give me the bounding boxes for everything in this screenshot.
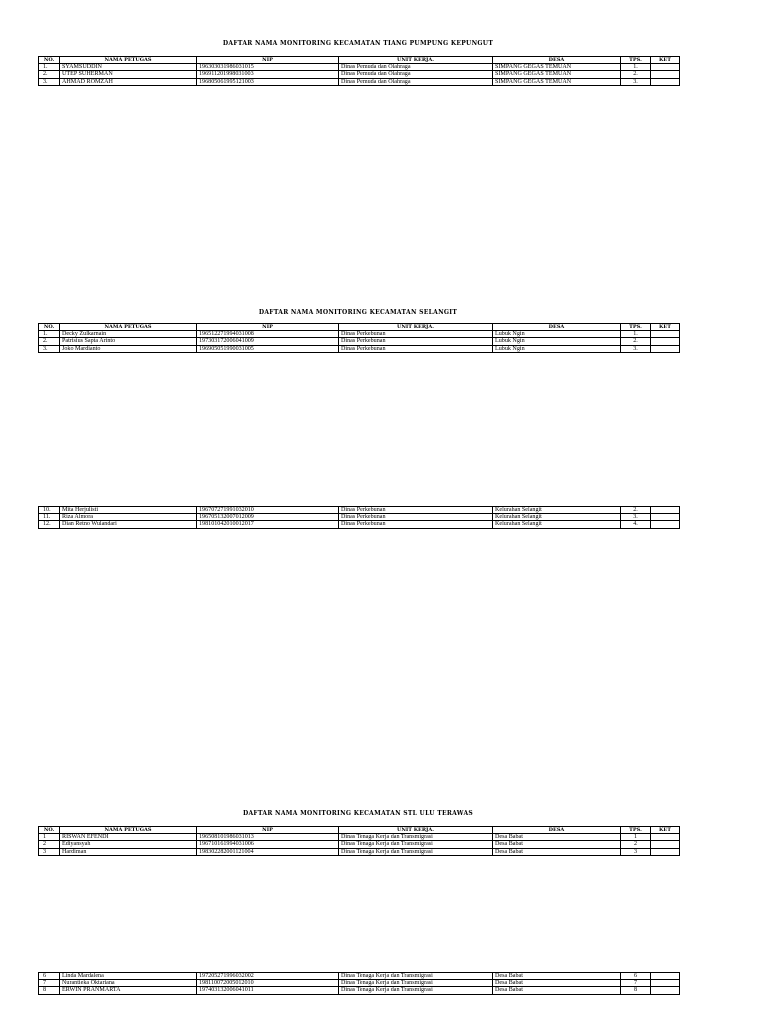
cell-no: 3. xyxy=(39,345,60,352)
cell-nama-petugas: UTEP SUHERMAN xyxy=(60,71,197,78)
cell-desa: Desa Babat xyxy=(493,987,621,994)
cell-ket xyxy=(651,514,680,521)
header-nip: NIP xyxy=(197,324,339,331)
cell-tps: 1 xyxy=(621,834,651,841)
cell-tps: 3 xyxy=(621,848,651,855)
cell-ket xyxy=(651,848,680,855)
header-nama-petugas: NAMA PETUGAS xyxy=(60,57,197,64)
cell-desa: SIMPANG GEGAS TEMUAN xyxy=(493,71,621,78)
cell-tps: 2. xyxy=(621,338,651,345)
cell-nama-petugas: RISWAN EFENDI xyxy=(60,834,197,841)
header-ket: KET xyxy=(651,324,680,331)
cell-nama-petugas: Ediyansyah xyxy=(60,841,197,848)
header-ket: KET xyxy=(651,827,680,834)
cell-nip: 196805061995121003 xyxy=(197,78,339,85)
cell-tps: 2 xyxy=(621,841,651,848)
table-row xyxy=(39,834,680,841)
cell-nama-petugas: Hardiman xyxy=(60,848,197,855)
cell-no: 11. xyxy=(39,514,60,521)
cell-unit-kerja: Dinas Perkebunan xyxy=(339,338,493,345)
cell-ket xyxy=(651,980,680,987)
cell-no: 7 xyxy=(39,980,60,987)
cell-no: 1 xyxy=(39,834,60,841)
header-desa: DESA xyxy=(493,57,621,64)
cell-ket xyxy=(651,331,680,338)
cell-ket xyxy=(651,841,680,848)
cell-no: 12. xyxy=(39,521,60,528)
cell-desa: Desa Babat xyxy=(493,834,621,841)
cell-nip: 198101042010012017 xyxy=(197,521,339,528)
cell-desa: Lubuk Ngin xyxy=(493,338,621,345)
cell-tps: 6 xyxy=(621,973,651,980)
cell-desa: Desa Babat xyxy=(493,848,621,855)
cell-unit-kerja: Dinas Tenaga Kerja dan Transmigrasi xyxy=(339,980,493,987)
cell-unit-kerja: Dinas Perkebunan xyxy=(339,331,493,338)
header-nip: NIP xyxy=(197,827,339,834)
table-row xyxy=(39,848,680,855)
cell-nip: 196705132007012009 xyxy=(197,514,339,521)
cell-desa: Desa Babat xyxy=(493,841,621,848)
cell-no: 6 xyxy=(39,973,60,980)
table-row xyxy=(39,521,680,528)
table-row xyxy=(39,841,680,848)
table-row xyxy=(39,64,680,71)
cell-unit-kerja: Dinas Perkebunan xyxy=(339,345,493,352)
roster-table-stl-ulu-terawas-continued xyxy=(38,972,680,995)
cell-ket xyxy=(651,507,680,514)
cell-unit-kerja: Dinas Tenaga Kerja dan Transmigrasi xyxy=(339,848,493,855)
cell-no: 2. xyxy=(39,71,60,78)
cell-ket xyxy=(651,71,680,78)
cell-unit-kerja: Dinas Tenaga Kerja dan Transmigrasi xyxy=(339,834,493,841)
cell-unit-kerja: Dinas Pemuda dan Olahraga xyxy=(339,78,493,85)
cell-no: 8 xyxy=(39,987,60,994)
cell-nama-petugas: Patrisius Sapta Arinto xyxy=(60,338,197,345)
cell-ket xyxy=(651,521,680,528)
cell-desa: Kelurahan Selangit xyxy=(493,521,621,528)
header-nama-petugas: NAMA PETUGAS xyxy=(60,324,197,331)
cell-desa: Desa Babat xyxy=(493,973,621,980)
cell-nama-petugas: Decky Zulkarnain xyxy=(60,331,197,338)
cell-nip: 196512271994031008 xyxy=(197,331,339,338)
roster-table-selangit-continued xyxy=(38,506,680,529)
cell-no: 1. xyxy=(39,331,60,338)
cell-unit-kerja: Dinas Tenaga Kerja dan Transmigrasi xyxy=(339,987,493,994)
cell-tps: 3. xyxy=(621,345,651,352)
cell-tps: 1. xyxy=(621,331,651,338)
cell-nama-petugas: Joko Mardianto xyxy=(60,345,197,352)
header-no: NO. xyxy=(39,827,60,834)
cell-no: 3. xyxy=(39,78,60,85)
cell-ket xyxy=(651,973,680,980)
cell-desa: Kelurahan Selangit xyxy=(493,514,621,521)
cell-nama-petugas: Riza Almora xyxy=(60,514,197,521)
cell-nip: 197403132006041011 xyxy=(197,987,339,994)
table-row xyxy=(39,71,680,78)
cell-no: 10. xyxy=(39,507,60,514)
cell-desa: SIMPANG GEGAS TEMUAN xyxy=(493,78,621,85)
header-nama-petugas: NAMA PETUGAS xyxy=(60,827,197,834)
cell-nip: 197205271996032002 xyxy=(197,973,339,980)
table-header-row xyxy=(39,827,680,834)
cell-ket xyxy=(651,78,680,85)
cell-unit-kerja: Dinas Perkebunan xyxy=(339,514,493,521)
cell-tps: 3. xyxy=(621,514,651,521)
header-unit-kerja: UNIT KERJA. xyxy=(339,324,493,331)
cell-nama-petugas: AHMAD ROMZAH xyxy=(60,78,197,85)
header-unit-kerja: UNIT KERJA. xyxy=(339,57,493,64)
table-row xyxy=(39,980,680,987)
cell-tps: 2. xyxy=(621,507,651,514)
table-header-row xyxy=(39,324,680,331)
cell-no: 1. xyxy=(39,64,60,71)
cell-unit-kerja: Dinas Pemuda dan Olahraga xyxy=(339,64,493,71)
cell-unit-kerja: Dinas Tenaga Kerja dan Transmigrasi xyxy=(339,841,493,848)
cell-nip: 197303172006041009 xyxy=(197,338,339,345)
cell-desa: Lubuk Ngin xyxy=(493,345,621,352)
cell-nama-petugas: SYAMSUDDIN xyxy=(60,64,197,71)
cell-unit-kerja: Dinas Pemuda dan Olahraga xyxy=(339,71,493,78)
cell-nip: 198110072005012010 xyxy=(197,980,339,987)
cell-tps: 7 xyxy=(621,980,651,987)
table-row xyxy=(39,514,680,521)
cell-nama-petugas: Linda Mardalena xyxy=(60,973,197,980)
cell-tps: 4. xyxy=(621,521,651,528)
header-no: NO. xyxy=(39,57,60,64)
cell-ket xyxy=(651,345,680,352)
section-title-stl-ulu-terawas: DAFTAR NAMA MONITORING KECAMATAN STL ULU TERAWAS xyxy=(242,810,474,817)
cell-desa: SIMPANG GEGAS TEMUAN xyxy=(493,64,621,71)
cell-nama-petugas: ERWIN PRANMARTA xyxy=(60,987,197,994)
cell-unit-kerja: Dinas Perkebunan xyxy=(339,521,493,528)
roster-table-tiang-pumpung xyxy=(38,56,680,86)
cell-desa: Desa Babat xyxy=(493,980,621,987)
section-title-tiang-pumpung: DAFTAR NAMA MONITORING KECAMATAN TIANG PUMPUNG KEPUNGUT xyxy=(222,40,494,47)
header-tps: TPS. xyxy=(621,57,651,64)
table-header-row xyxy=(39,57,680,64)
cell-nip: 196303031986031015 xyxy=(197,64,339,71)
cell-tps: 2. xyxy=(621,71,651,78)
roster-table-selangit xyxy=(38,323,680,353)
section-title-selangit: DAFTAR NAMA MONITORING KECAMATAN SELANGIT xyxy=(258,309,458,316)
table-row xyxy=(39,345,680,352)
cell-nama-petugas: Mita Herjulisti xyxy=(60,507,197,514)
header-nip: NIP xyxy=(197,57,339,64)
cell-tps: 3. xyxy=(621,78,651,85)
cell-nip: 196508101986031013 xyxy=(197,834,339,841)
table-row xyxy=(39,78,680,85)
header-ket: KET xyxy=(651,57,680,64)
header-tps: TPS. xyxy=(621,827,651,834)
table-row xyxy=(39,507,680,514)
header-tps: TPS. xyxy=(621,324,651,331)
cell-nip: 198302282001121004 xyxy=(197,848,339,855)
cell-nip: 196710161994031006 xyxy=(197,841,339,848)
cell-no: 2. xyxy=(39,338,60,345)
cell-desa: Kelurahan Selangit xyxy=(493,507,621,514)
table-row xyxy=(39,973,680,980)
cell-unit-kerja: Dinas Tenaga Kerja dan Transmigrasi xyxy=(339,973,493,980)
cell-nip: 196707271991032010 xyxy=(197,507,339,514)
cell-nama-petugas: Dian Retno Wulandari xyxy=(60,521,197,528)
roster-table-stl-ulu-terawas xyxy=(38,826,680,856)
table-row xyxy=(39,987,680,994)
cell-ket xyxy=(651,64,680,71)
header-unit-kerja: UNIT KERJA. xyxy=(339,827,493,834)
cell-no: 3 xyxy=(39,848,60,855)
header-desa: DESA xyxy=(493,827,621,834)
header-no: NO. xyxy=(39,324,60,331)
cell-desa: Lubuk Ngin xyxy=(493,331,621,338)
cell-tps: 8 xyxy=(621,987,651,994)
cell-nip: 196905051990031005 xyxy=(197,345,339,352)
cell-ket xyxy=(651,834,680,841)
table-row xyxy=(39,331,680,338)
cell-no: 2 xyxy=(39,841,60,848)
cell-unit-kerja: Dinas Perkebunan xyxy=(339,507,493,514)
header-desa: DESA xyxy=(493,324,621,331)
table-row xyxy=(39,338,680,345)
cell-tps: 1. xyxy=(621,64,651,71)
cell-ket xyxy=(651,338,680,345)
cell-ket xyxy=(651,987,680,994)
cell-nama-petugas: Nurantieka Oktariana xyxy=(60,980,197,987)
cell-nip: 196911201998031003 xyxy=(197,71,339,78)
